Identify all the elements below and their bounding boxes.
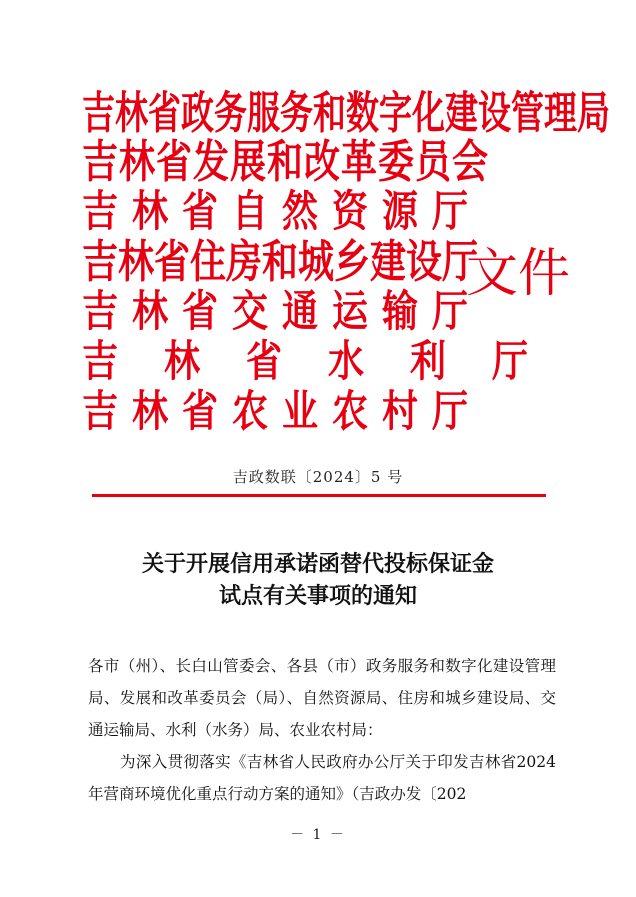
red-separator-rule (92, 494, 546, 497)
document-label: 文件 (466, 244, 571, 304)
issuer-line: 吉林省发展和改革委员会 (82, 136, 490, 188)
issuer-line: 吉林省自然资源厅 (82, 187, 483, 237)
page-number: － 1 － (290, 827, 346, 843)
body-paragraph: 为深入贯彻落实《吉林省人民政府办公厅关于印发吉林省2024 年营商环境优化重点行动方案的通知》（吉政办发〔202 (88, 753, 556, 803)
issuer-line: 吉林省农业农村厅 (82, 387, 483, 437)
issuer-line: 吉林省住房和城乡建设厅 (82, 236, 479, 288)
issuer-line: 吉林省水利厅 (82, 337, 575, 387)
document-title (0, 548, 636, 612)
title-line-1: 关于开展信用承诺函替代投标保证金 (141, 551, 494, 577)
document-number: 吉政数联〔2024〕5 号 (232, 468, 404, 486)
addressees-paragraph: 各市（州）、长白山管委会、各县（市）政务服务和数字化建设管理局、发展和改革委员会（局）、自然资源局、住房和城乡建设局、交通运输局、水利（水务）局、农业农村局： (88, 657, 556, 739)
issuer-line: 吉林省交通运输厅 (82, 287, 483, 337)
issuer-line: 吉林省政务服务和数字化建设管理局 (82, 86, 610, 139)
title-line-2: 试点有关事项的通知 (218, 583, 417, 609)
document-body (88, 650, 556, 810)
